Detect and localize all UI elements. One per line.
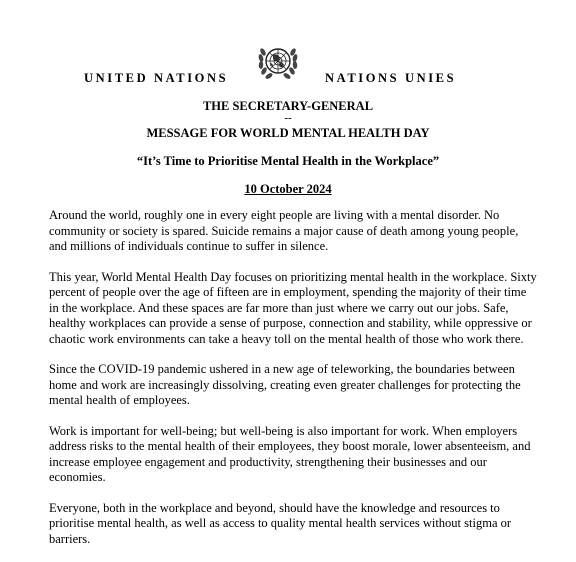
body-paragraph: Since the COVID-19 pandemic ushered in a new age of teleworking, the boundaries between home and work are increasingly dissolving, creating even greater challenges for protecting the mental health of employees.	[49, 362, 521, 407]
message-body	[49, 208, 539, 562]
heading-separator: --	[284, 112, 292, 124]
body-paragraph: Around the world, roughly one in every eight people are living with a mental disorder. No community or society is spared. Suicide remains a major cause of death among young people, and millions of individuals continue to suffer in silence.	[49, 208, 519, 253]
message-title: MESSAGE FOR WORLD MENTAL HEALTH DAY	[146, 126, 430, 140]
office-heading: THE SECRETARY-GENERAL	[202, 99, 374, 113]
body-paragraph: Work is important for well-being; but well-being is also important for work. When employers address risks to the mental health of their employees, they boost morale, lower absenteeism, and increase employee engagement and productivity, strengthening their businesses and our economies.	[49, 423, 531, 484]
date-line-wrapper	[0, 182, 576, 197]
message-theme: “It’s Time to Prioritise Mental Health in the Workplace”	[136, 154, 440, 168]
un-emblem-icon	[256, 42, 300, 82]
org-name-french: NATIONS UNIES	[325, 71, 457, 85]
message-date: 10 October 2024	[244, 182, 332, 196]
org-name-english: UNITED NATIONS	[84, 71, 229, 85]
body-paragraph: Everyone, both in the workplace and beyond, should have the knowledge and resources to prioritise mental health, as well as access to quality mental health services without stigma or barriers.	[49, 500, 512, 546]
body-paragraph: This year, World Mental Health Day focuses on prioritizing mental health in the workplace. Sixty percent of people over the age of fifteen are in employment, spending the majority of their time in the workplace. And these spaces are far more than just where we carry out our jobs. Safe, healthy workplaces can provide a sense of purpose, connection and stability, while oppressive or chaotic work environments can take a heavy toll on the mental health of those who work there.	[49, 269, 537, 346]
